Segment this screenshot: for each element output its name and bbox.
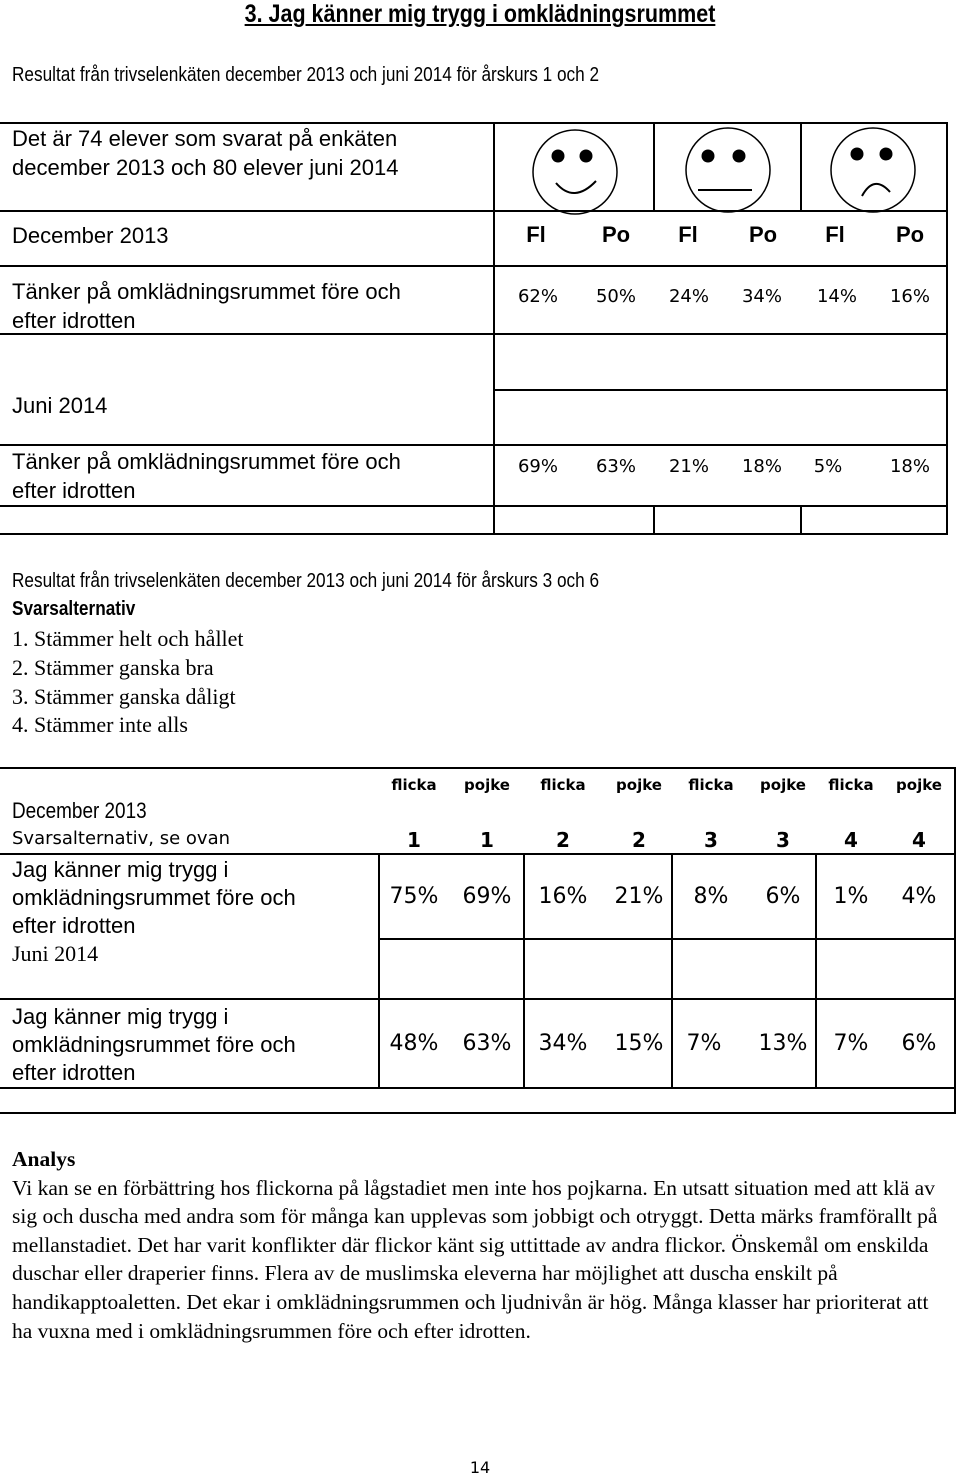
option-number: 2 (632, 828, 646, 852)
question-line-2: omklädningsrummet före och (12, 1032, 296, 1057)
col-header: pojke (616, 776, 662, 794)
col-header: flicka (688, 776, 734, 794)
value-cell: 13% (758, 1031, 808, 1056)
col-header: pojke (896, 776, 942, 794)
value-cell: 63% (595, 456, 636, 477)
value-cell: 34% (741, 286, 782, 307)
value-cell: 6% (901, 1031, 937, 1056)
december-2013-label: December 2013 (12, 798, 147, 823)
value-cell: 21% (614, 884, 664, 909)
option-number: 4 (844, 828, 858, 852)
option-number: 2 (556, 828, 570, 852)
question-line-1: Tänker på omklädningsrummet före och (12, 279, 401, 304)
question-line-1: Jag känner mig trygg i (12, 1004, 229, 1029)
col-header: Fl (526, 222, 546, 247)
december-2013-label: December 2013 (12, 223, 169, 248)
value-cell: 5% (813, 456, 843, 477)
col-header: Fl (825, 222, 845, 247)
section1-heading: Resultat från trivselenkäten december 2013 och juni 2014 för årskurs 1 och 2 (12, 64, 600, 86)
value-cell: 16% (889, 286, 930, 307)
value-cell: 4% (901, 884, 937, 909)
june-2014-label: Juni 2014 (12, 941, 99, 966)
page-number: 14 (469, 1458, 491, 1477)
col-header: Po (748, 222, 778, 247)
col-header: Po (895, 222, 925, 247)
option-number: 3 (704, 828, 718, 852)
value-cell: 62% (517, 286, 558, 307)
col-header: Po (601, 222, 631, 247)
intro-line-1: Det är 74 elever som svarat på enkäten (12, 126, 398, 151)
section2-heading: Resultat från trivselenkäten december 2013 och juni 2014 för årskurs 3 och 6 (12, 570, 600, 592)
june-2014-label: Juni 2014 (12, 393, 108, 418)
option-4: 4. Stämmer inte alls (12, 712, 188, 737)
value-cell: 75% (389, 884, 439, 909)
question-line-3: efter idrotten (12, 1060, 136, 1085)
value-cell: 34% (538, 1031, 588, 1056)
value-cell: 69% (462, 884, 512, 909)
col-header: flicka (828, 776, 874, 794)
sad-face-icon (826, 126, 920, 216)
value-cell: 1% (833, 884, 869, 909)
value-cell: 48% (389, 1031, 439, 1056)
value-cell: 69% (517, 456, 558, 477)
option-number: 1 (407, 828, 421, 852)
value-cell: 14% (816, 286, 857, 307)
col-header: flicka (391, 776, 437, 794)
question-line-1: Jag känner mig trygg i (12, 857, 229, 882)
option-number: 1 (480, 828, 494, 852)
value-cell: 18% (889, 456, 930, 477)
value-cell: 21% (668, 456, 709, 477)
col-header: flicka (540, 776, 586, 794)
analys-text: Vi kan se en förbättring hos flickorna på lågstadiet men inte hos pojkarna. En utsatt situation med att klä av sig och duscha med andra som för många kan upplevas som jobbigt och otryggt. Detta märks framförallt på mellanstadiet. Det har varit konflikter där flickor känt sig uttittade av andra flickor. Önskemål om enskilda duschar eller draperier finns. Flera av de muslimska eleverna har möjlighet att duscha enskilt på handikapptoaletten. Det ekar i omklädningsrummen och ljudnivån är hög. Många klasser har prioriterat att ha vuxna med i omklädningsrummen före och efter idrotten. (12, 1175, 938, 1343)
value-cell: 50% (595, 286, 636, 307)
question-line-2: efter idrotten (12, 478, 136, 503)
option-1: 1. Stämmer helt och hållet (12, 626, 244, 651)
col-header: Fl (678, 222, 698, 247)
value-cell: 15% (614, 1031, 664, 1056)
value-cell: 7% (833, 1031, 869, 1056)
question-line-3: efter idrotten (12, 913, 136, 938)
page-title: 3. Jag känner mig trygg i omklädningsrummet (244, 0, 716, 28)
col-header: pojke (464, 776, 510, 794)
col-header: pojke (760, 776, 806, 794)
value-cell: 7% (686, 1031, 722, 1056)
question-line-1: Tänker på omklädningsrummet före och (12, 449, 401, 474)
value-cell: 6% (765, 884, 801, 909)
analys-heading: Analys (12, 1147, 76, 1171)
happy-face-icon (528, 126, 622, 216)
value-cell: 18% (741, 456, 782, 477)
question-line-2: omklädningsrummet före och (12, 885, 296, 910)
option-number: 4 (912, 828, 926, 852)
option-number: 3 (776, 828, 790, 852)
value-cell: 24% (668, 286, 709, 307)
intro-line-2: december 2013 och 80 elever juni 2014 (12, 155, 399, 180)
value-cell: 16% (538, 884, 588, 909)
option-3: 3. Stämmer ganska dåligt (12, 684, 236, 709)
value-cell: 63% (462, 1031, 512, 1056)
svarsalternativ-label: Svarsalternativ (12, 598, 136, 620)
option-2: 2. Stämmer ganska bra (12, 655, 214, 680)
question-line-2: efter idrotten (12, 308, 136, 333)
analys-section (12, 1145, 948, 1345)
neutral-face-icon (680, 124, 776, 214)
value-cell: 8% (693, 884, 729, 909)
svarsalternativ-row-label: Svarsalternativ, se ovan (12, 828, 231, 849)
